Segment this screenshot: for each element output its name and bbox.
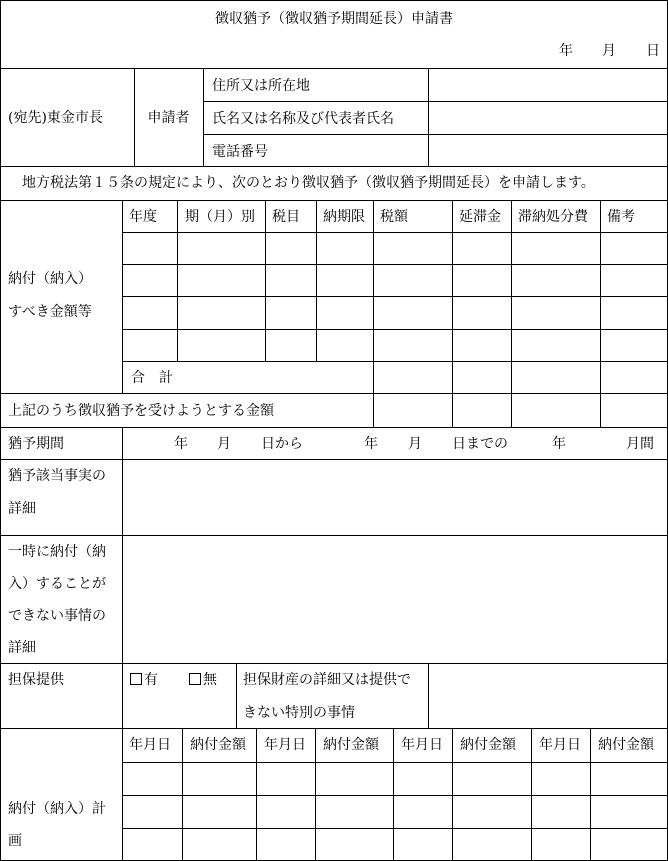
period-label: 猶予期間 (8, 436, 64, 452)
period-from-suffix: 日から (261, 436, 303, 452)
rule (0, 166, 668, 167)
plan-header-amount-1: 納付金額 (190, 737, 246, 753)
option-no-label: 無 (203, 672, 217, 688)
rule (122, 232, 668, 233)
plan-header-amount-3: 納付金額 (460, 737, 516, 753)
reason-label-line2: 入）することが (8, 576, 106, 592)
period-from-year: 年 (174, 436, 188, 452)
rule (203, 101, 668, 102)
rule (0, 663, 668, 664)
rule (122, 663, 123, 728)
period-to-month: 月 (408, 436, 422, 452)
header-ki: 期（月）別 (185, 209, 255, 225)
header-biko: 備考 (607, 209, 635, 225)
addressee: (宛先)東金市長 (8, 110, 103, 126)
rule (452, 200, 453, 427)
rule (203, 68, 204, 166)
date-day: 日 (646, 43, 660, 59)
plan-header-amount-2: 納付金額 (323, 737, 379, 753)
form-title: 徴収猶予（徴収猶予期間延長）申請書 (215, 11, 453, 27)
rule (373, 200, 374, 427)
plan-header-date-4: 年月日 (539, 737, 581, 753)
reason-label-line1: 一時に納付（納 (8, 544, 106, 560)
phone-label: 電話番号 (212, 144, 268, 160)
requested-amount-label: 上記のうち徴収猶予を受けようとする金額 (8, 403, 274, 419)
rule (122, 264, 668, 265)
rule (0, 68, 668, 69)
statement: 地方税法第１５条の規定により、次のとおり徴収猶予（徴収猶予期間延長）を申請します。 (22, 175, 595, 191)
plan-label-line1: 納付（納入）計 (8, 801, 106, 817)
total-label: 合 計 (131, 370, 173, 386)
rule (122, 329, 668, 330)
rule (0, 535, 668, 536)
rule (122, 762, 668, 763)
period-to-suffix: 日までの (452, 436, 508, 452)
header-nendo: 年度 (129, 209, 157, 225)
header-nokigen: 納期限 (323, 209, 365, 225)
rule (203, 134, 668, 135)
plan-header-amount-4: 納付金額 (598, 737, 654, 753)
rule (316, 200, 317, 361)
rule (236, 663, 237, 728)
period-from-month: 月 (217, 436, 231, 452)
rule (122, 828, 668, 829)
collateral-label: 担保提供 (8, 672, 64, 688)
checkbox-no[interactable] (189, 673, 201, 685)
rule (511, 200, 512, 427)
option-yes-label: 有 (144, 672, 158, 688)
rule (0, 0, 668, 1)
rule (0, 200, 668, 201)
collateral-detail-line2: きない特別の事情 (243, 705, 355, 721)
facts-label-line2: 詳細 (8, 501, 36, 517)
rule (428, 68, 429, 166)
header-zeigaku: 税額 (380, 209, 408, 225)
amount-row-label-1: 納付（納入） (8, 271, 92, 287)
plan-header-date-3: 年月日 (401, 737, 443, 753)
plan-header-date-1: 年月日 (129, 737, 171, 753)
applicant-label: 申請者 (147, 110, 190, 126)
date-month: 月 (602, 43, 616, 59)
period-to-year: 年 (364, 436, 378, 452)
address-label: 住所又は所在地 (212, 78, 310, 94)
rule (0, 728, 668, 729)
rule (177, 200, 178, 361)
rule (122, 427, 123, 663)
period-span-month: 月間 (626, 436, 654, 452)
rule (122, 361, 668, 362)
header-shobunhi: 滞納処分費 (518, 209, 588, 225)
rule (265, 200, 266, 361)
rule (600, 200, 601, 427)
checkbox-yes[interactable] (130, 673, 142, 685)
rule (0, 459, 668, 460)
collateral-detail-line1: 担保財産の詳細又は提供で (243, 672, 411, 688)
rule (122, 795, 668, 796)
amount-row-label-2: すべき金額等 (8, 304, 92, 320)
plan-label-line2: 画 (8, 833, 22, 849)
header-entaikin: 延滞金 (459, 209, 501, 225)
plan-header-date-2: 年月日 (264, 737, 306, 753)
facts-label-line1: 猶予該当事実の (8, 468, 106, 484)
collateral-option-yes[interactable] (130, 671, 158, 689)
rule (122, 296, 668, 297)
period-span-year: 年 (552, 436, 566, 452)
collateral-option-no[interactable] (189, 671, 217, 689)
header-zeimoku: 税目 (272, 209, 300, 225)
reason-label-line4: 詳細 (8, 640, 36, 656)
date-year: 年 (559, 43, 573, 59)
rule (428, 663, 429, 728)
name-label: 氏名又は名称及び代表者氏名 (212, 111, 394, 127)
rule (0, 0, 1, 861)
rule (0, 427, 668, 428)
reason-label-line3: できない事情の (8, 608, 106, 624)
rule (0, 393, 668, 394)
